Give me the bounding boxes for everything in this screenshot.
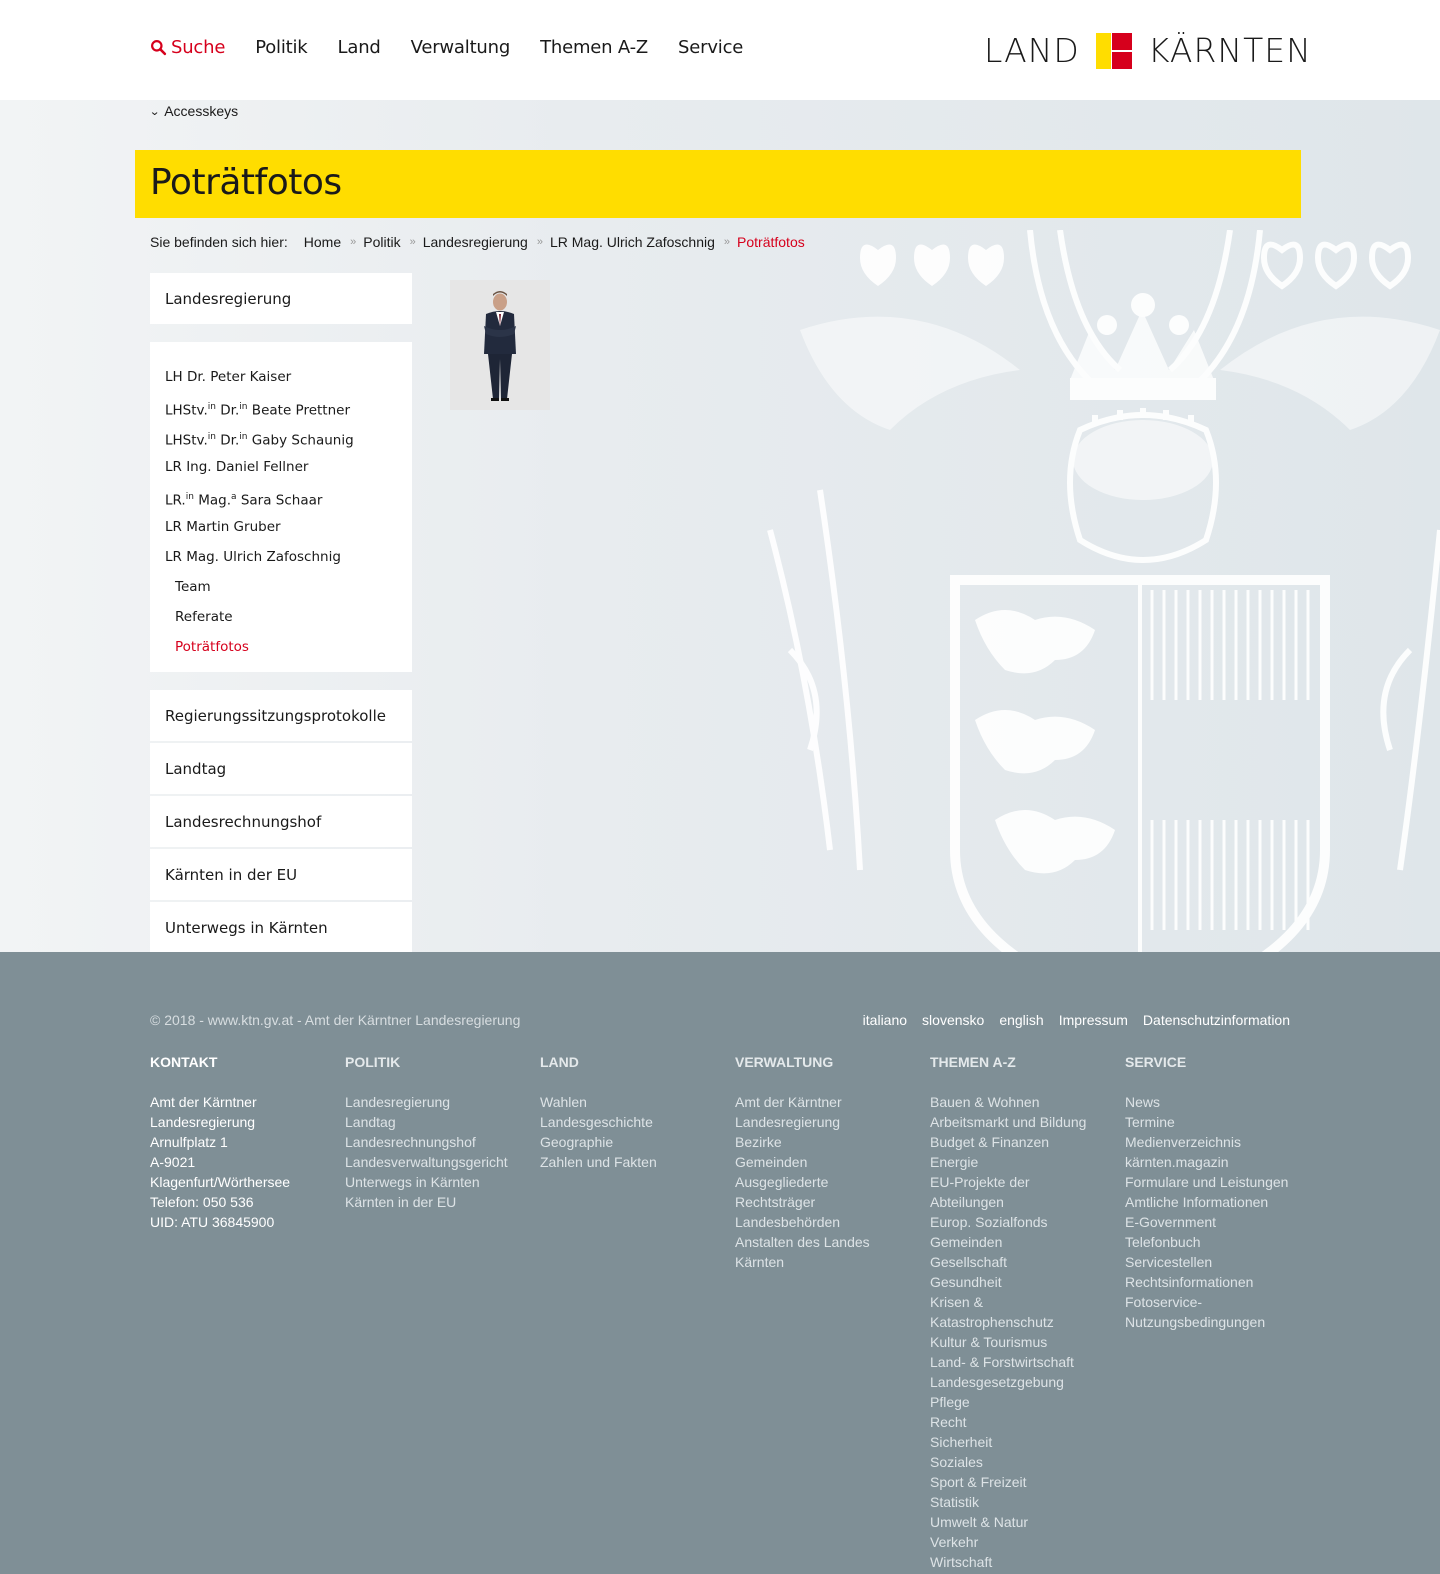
breadcrumb-lr-zafoschnig[interactable]: LR Mag. Ulrich Zafoschnig xyxy=(549,234,715,250)
footer-link[interactable]: Formulare und Leistungen xyxy=(1125,1174,1289,1190)
footer-link[interactable]: UID: ATU 36845900 xyxy=(150,1214,275,1230)
footer-link[interactable]: Gemeinden xyxy=(735,1154,808,1170)
sidebar-item-landtag[interactable]: Landtag xyxy=(150,743,412,794)
breadcrumb xyxy=(150,234,805,250)
breadcrumb-landesregierung[interactable]: Landesregierung xyxy=(422,234,528,250)
footer-link[interactable]: Zahlen und Fakten xyxy=(540,1154,657,1170)
portrait-photo-thumbnail[interactable] xyxy=(450,280,550,410)
footer-column-title: THEMEN A-Z xyxy=(930,1054,1016,1070)
main-content xyxy=(0,100,1440,952)
portrait-photo-image xyxy=(450,280,550,410)
footer-link[interactable]: Umwelt & Natur xyxy=(930,1514,1029,1530)
footer-link[interactable]: Anstalten des Landes xyxy=(735,1234,870,1250)
footer-link-italiano[interactable]: italiano xyxy=(862,1012,908,1028)
footer-column-land xyxy=(540,1052,730,1172)
breadcrumb-separator-icon: » xyxy=(409,236,416,248)
footer-link[interactable]: Termine xyxy=(1125,1114,1175,1130)
footer-link[interactable]: Klagenfurt/Wörthersee xyxy=(150,1174,291,1190)
breadcrumb-separator-icon: » xyxy=(723,236,731,248)
footer-link[interactable]: Katastrophenschutz xyxy=(930,1314,1054,1330)
breadcrumb-separator-icon: » xyxy=(536,236,543,248)
sidebar-item-schaunig[interactable]: LHStv.$^{in}$ Dr.$^{in}$ Gaby Schaunig xyxy=(165,432,354,449)
footer-column-themen xyxy=(930,1052,1120,1572)
footer-link[interactable]: Fotoservice- xyxy=(1125,1294,1203,1310)
footer-copyright: © 2018 - www.ktn.gv.at - Amt der Kärntner Landesregierung xyxy=(150,1012,521,1028)
footer-column-title: POLITIK xyxy=(345,1054,401,1070)
footer-link[interactable]: Telefonbuch xyxy=(1125,1234,1201,1250)
footer-link[interactable]: Gesellschaft xyxy=(930,1254,1008,1270)
footer-link[interactable]: Europ. Sozialfonds xyxy=(930,1214,1048,1230)
footer-link[interactable]: Landesverwaltungsgericht xyxy=(345,1154,508,1170)
footer-link[interactable]: Kultur & Tourismus xyxy=(930,1334,1048,1350)
sidebar-item-kaiser[interactable]: LH Dr. Peter Kaiser xyxy=(165,369,292,385)
logo-word-left: LAND xyxy=(984,31,1080,70)
nav-politik[interactable]: Politik xyxy=(255,37,308,58)
nav-search[interactable] xyxy=(150,37,225,58)
logo-mark-icon xyxy=(1096,33,1134,69)
footer-link[interactable]: Amt der Kärntner xyxy=(150,1094,257,1110)
nav-search-label: Suche xyxy=(171,37,226,58)
breadcrumb-current[interactable]: Poträtfotos xyxy=(737,234,805,250)
footer-link[interactable]: Amt der Kärntner xyxy=(735,1094,842,1110)
sidebar-item-gruber[interactable]: LR Martin Gruber xyxy=(165,519,281,535)
nav-service[interactable]: Service xyxy=(678,37,744,58)
search-icon xyxy=(150,39,167,56)
sidebar-item-fellner[interactable]: LR Ing. Daniel Fellner xyxy=(165,459,309,475)
footer-link[interactable]: News xyxy=(1125,1094,1161,1110)
footer-column-title: SERVICE xyxy=(1125,1054,1187,1070)
footer-link[interactable]: Pflege xyxy=(930,1394,970,1410)
sidebar-item-referate[interactable]: Referate xyxy=(175,609,233,625)
footer-link[interactable]: Kärnten in der EU xyxy=(345,1194,457,1210)
footer-link[interactable]: Medienverzeichnis xyxy=(1125,1134,1241,1150)
footer-link[interactable]: Landesregierung xyxy=(735,1114,841,1130)
footer-column-title: KONTAKT xyxy=(150,1054,218,1070)
site-header xyxy=(0,0,1440,100)
footer-link-datenschutz[interactable]: Datenschutzinformation xyxy=(1142,1012,1290,1028)
footer-link[interactable]: Telefon: 050 536 xyxy=(150,1194,254,1210)
nav-verwaltung[interactable]: Verwaltung xyxy=(410,37,511,58)
sidebar-item-team[interactable]: Team xyxy=(175,579,211,595)
footer-link[interactable]: Ausgegliederte xyxy=(735,1174,829,1190)
footer-links xyxy=(848,1012,1290,1028)
accesskeys-label: Accesskeys xyxy=(164,103,239,119)
footer-link[interactable]: Kärnten xyxy=(735,1254,785,1270)
sidebar-item-schaar[interactable]: LR.$^{in}$ Mag.$^a$ Sara Schaar xyxy=(165,492,323,509)
main-nav xyxy=(150,37,773,58)
footer-link[interactable]: Krisen & xyxy=(930,1294,983,1310)
footer-link[interactable]: Wahlen xyxy=(540,1094,587,1110)
sidebar-item-zafoschnig[interactable]: LR Mag. Ulrich Zafoschnig xyxy=(165,549,341,565)
footer-link[interactable]: E-Government xyxy=(1125,1214,1217,1230)
footer-link[interactable]: Landesbehörden xyxy=(735,1214,841,1230)
footer-link[interactable]: Servicestellen xyxy=(1125,1254,1213,1270)
footer-link[interactable]: Statistik xyxy=(930,1494,980,1510)
footer-link[interactable]: Gesundheit xyxy=(930,1274,1002,1290)
sidebar-item-landesrechnungshof[interactable]: Landesrechnungshof xyxy=(150,796,412,847)
footer-column-service xyxy=(1125,1052,1315,1332)
footer-link[interactable]: Sport & Freizeit xyxy=(930,1474,1027,1490)
footer-link[interactable]: Verkehr xyxy=(930,1534,979,1550)
footer-link[interactable]: Abteilungen xyxy=(930,1194,1004,1210)
breadcrumb-home[interactable]: Home xyxy=(303,234,342,250)
footer-link[interactable]: Landesregierung xyxy=(345,1094,451,1110)
footer-link[interactable]: Arbeitsmarkt und Bildung xyxy=(930,1114,1087,1130)
footer-column-verwaltung xyxy=(735,1052,925,1272)
breadcrumb-lead: Sie befinden sich hier: xyxy=(150,234,288,250)
footer-column-politik xyxy=(345,1052,535,1212)
accesskeys-toggle[interactable] xyxy=(150,103,238,119)
footer-link[interactable]: Rechtsinformationen xyxy=(1125,1274,1254,1290)
footer-link[interactable]: Rechtsträger xyxy=(735,1194,816,1210)
footer-link-english[interactable]: english xyxy=(999,1012,1044,1028)
sidebar-item-kaernten-eu[interactable]: Kärnten in der EU xyxy=(150,849,412,900)
footer-link[interactable]: Soziales xyxy=(930,1454,983,1470)
breadcrumb-separator-icon: » xyxy=(350,236,357,248)
sidebar-item-prettner[interactable]: LHStv.$^{in}$ Dr.$^{in}$ Beate Prettner xyxy=(165,402,350,419)
footer-link[interactable]: Gemeinden xyxy=(930,1234,1003,1250)
footer-column-title: VERWALTUNG xyxy=(735,1054,834,1070)
footer-link[interactable]: Bauen & Wohnen xyxy=(930,1094,1040,1110)
footer-link[interactable]: Recht xyxy=(930,1414,967,1430)
sidebar-subnav xyxy=(150,342,412,672)
sidebar-item-poträtfotos[interactable]: Poträtfotos xyxy=(175,639,249,655)
footer-column-kontakt xyxy=(150,1052,340,1232)
page-title-bar xyxy=(135,150,1301,218)
footer-link[interactable]: Amtliche Informationen xyxy=(1125,1194,1269,1210)
footer-link[interactable]: Unterwegs in Kärnten xyxy=(345,1174,480,1190)
footer-link[interactable]: Sicherheit xyxy=(930,1434,993,1450)
site-footer xyxy=(0,952,1440,1574)
sidebar-item-unterwegs[interactable]: Unterwegs in Kärnten xyxy=(150,902,412,952)
footer-link[interactable]: Wirtschaft xyxy=(930,1554,993,1570)
footer-link[interactable]: Energie xyxy=(930,1154,979,1170)
footer-link[interactable]: Landesgesetzgebung xyxy=(930,1374,1064,1390)
footer-link-impressum[interactable]: Impressum xyxy=(1058,1012,1128,1028)
footer-link[interactable]: EU-Projekte der xyxy=(930,1174,1030,1190)
footer-link[interactable]: Bezirke xyxy=(735,1134,782,1150)
footer-link[interactable]: Landesgeschichte xyxy=(540,1114,653,1130)
footer-link[interactable]: Nutzungsbedingungen xyxy=(1125,1314,1266,1330)
page-title: Poträtfotos xyxy=(150,162,342,203)
footer-link[interactable]: Land- & Forstwirtschaft xyxy=(930,1354,1074,1370)
footer-column-title: LAND xyxy=(540,1054,579,1070)
breadcrumb-politik[interactable]: Politik xyxy=(363,234,401,250)
sidebar-item-regierungssitzungsprotokolle[interactable]: Regierungssitzungsprotokolle xyxy=(150,690,412,741)
footer-link[interactable]: Geographie xyxy=(540,1134,614,1150)
footer-link[interactable]: A-9021 xyxy=(150,1154,196,1170)
footer-link[interactable]: Budget & Finanzen xyxy=(930,1134,1050,1150)
coat-of-arms-watermark-icon xyxy=(760,230,1440,952)
chevron-down-icon: ⌄ xyxy=(149,105,161,118)
footer-link[interactable]: kärnten.magazin xyxy=(1125,1154,1229,1170)
sidebar-item-landesregierung[interactable]: Landesregierung xyxy=(150,273,412,324)
footer-link[interactable]: Arnulfplatz 1 xyxy=(150,1134,228,1150)
site-logo[interactable] xyxy=(984,32,1312,70)
logo-word-right: KÄRNTEN xyxy=(1147,31,1312,70)
sidebar-nav xyxy=(150,273,412,952)
footer-link-slovensko[interactable]: slovensko xyxy=(922,1012,985,1028)
footer-link[interactable]: Landesrechnungshof xyxy=(345,1134,476,1150)
nav-land[interactable]: Land xyxy=(337,37,381,58)
footer-link[interactable]: Landesregierung xyxy=(150,1114,256,1130)
footer-link[interactable]: Landtag xyxy=(345,1114,396,1130)
nav-themen-a-z[interactable]: Themen A-Z xyxy=(540,37,649,58)
